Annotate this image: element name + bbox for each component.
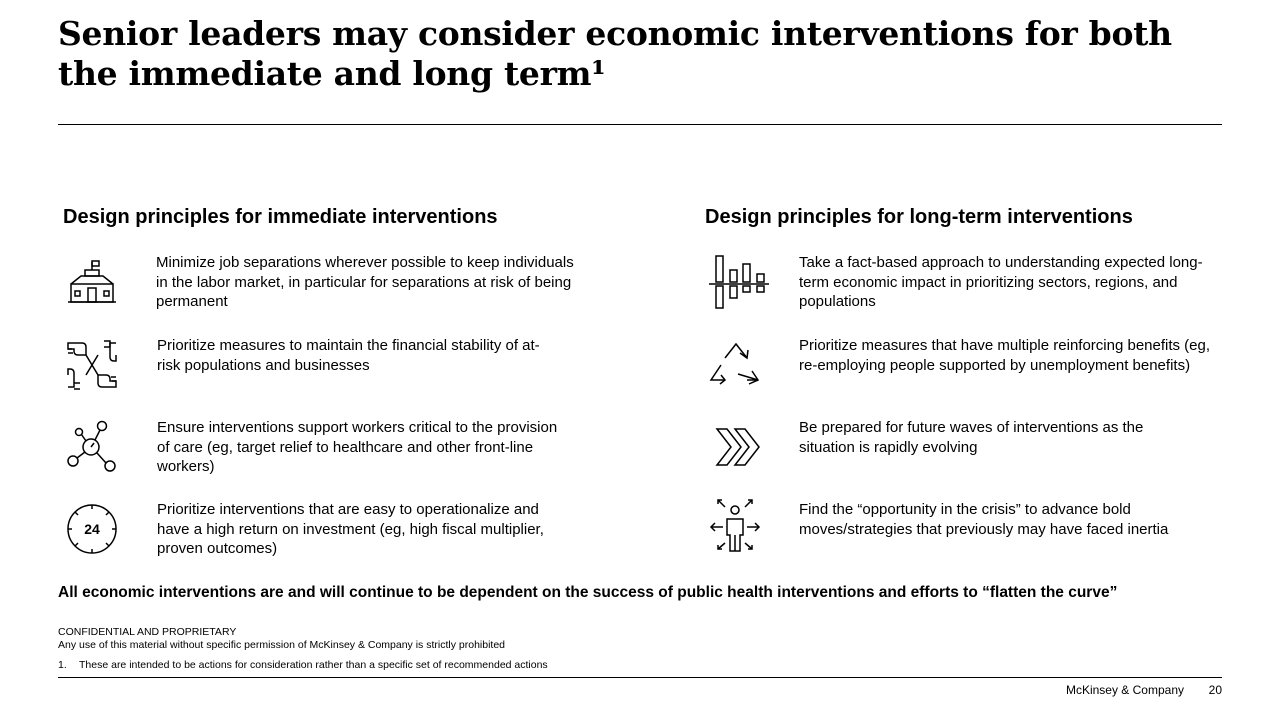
long-term-item-1-text: Take a fact-based approach to understanding expected long-term economic impact in prioritizing sectors, regions, and populations xyxy=(799,254,1203,310)
long-term-item-4-text: Find the “opportunity in the crisis” to advance bold moves/strategies that previously may have faced inertia xyxy=(799,501,1169,538)
network-nodes-icon xyxy=(60,415,124,479)
immediate-item-2-text: Prioritize measures to maintain the financial stability of at-risk populations and businesses xyxy=(157,337,540,374)
page-title: Senior leaders may consider economic interventions for both the immediate and long term¹ xyxy=(58,14,1172,93)
forward-chevrons-icon xyxy=(707,415,771,479)
long-term-item-3-text: Be prepared for future waves of interventions as the situation is rapidly evolving xyxy=(799,419,1144,456)
recycle-arrows-icon xyxy=(703,333,767,397)
brand-name: McKinsey & Company xyxy=(1065,683,1184,697)
title-divider xyxy=(58,124,1222,125)
immediate-item-3-text: Ensure interventions support workers critical to the provision of care (eg, target relief to healthcare and other front-line workers) xyxy=(157,419,558,475)
long-term-heading: Design principles for long-term interventions xyxy=(705,206,1133,228)
clock-label: 24 xyxy=(84,521,100,537)
permission-notice: Any use of this material without specific permission of McKinsey & Company is strictly prohibited xyxy=(58,639,506,651)
immediate-item-1-text: Minimize job separations wherever possible to keep individuals in the labor market, in particular for separations at risk of being permanent xyxy=(156,254,574,310)
footnote-number: 1. xyxy=(58,659,67,671)
linked-hands-icon xyxy=(60,333,124,397)
immediate-item-4-text: Prioritize interventions that are easy to operationalize and have a high return on investment (eg, high fiscal multiplier, proven outcomes) xyxy=(157,501,544,557)
clock-24-icon xyxy=(60,497,124,561)
footnote xyxy=(58,659,548,672)
government-building-icon xyxy=(60,250,124,314)
page-number: 20 xyxy=(1208,683,1222,697)
bar-chart-icon xyxy=(707,250,771,314)
footnote-text: These are intended to be actions for consideration rather than a specific set of recommended actions xyxy=(79,659,548,671)
footer-divider xyxy=(58,677,1222,678)
confidential-label: CONFIDENTIAL AND PROPRIETARY xyxy=(58,626,237,638)
long-term-item-2-text: Prioritize measures that have multiple reinforcing benefits (eg, re-employing people supported by unemployment benefits) xyxy=(799,337,1211,374)
dependency-note: All economic interventions are and will continue to be dependent on the success of public health interventions and efforts to “flatten the curve” xyxy=(58,584,1118,601)
immediate-heading: Design principles for immediate interventions xyxy=(63,206,498,228)
person-arrows-icon xyxy=(703,497,767,561)
